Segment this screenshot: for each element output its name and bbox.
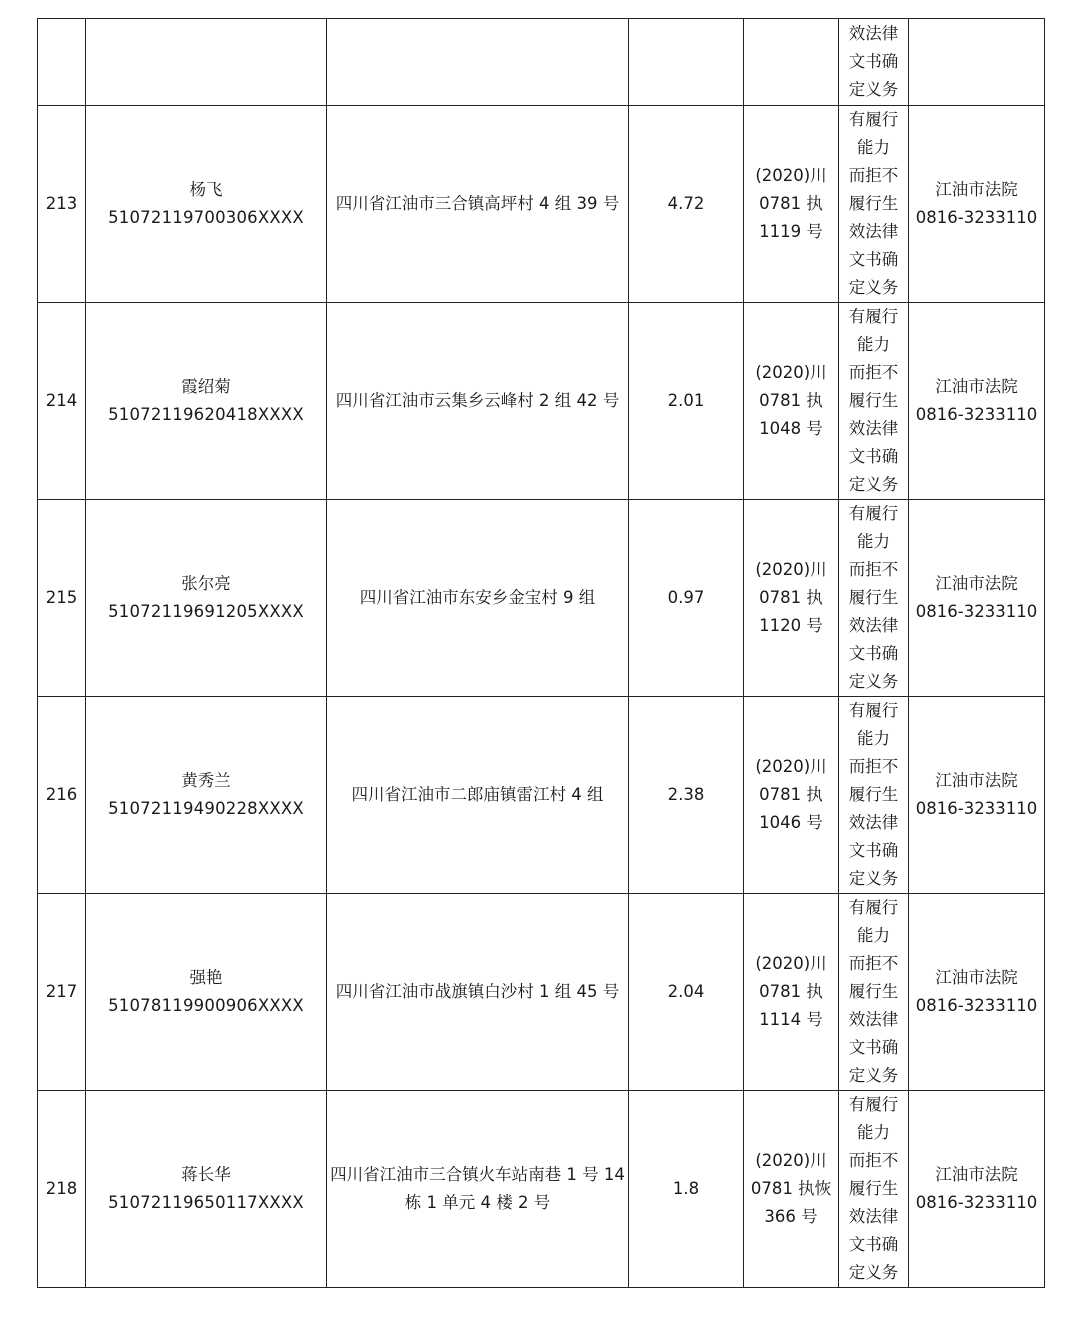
person-name: 霞绍菊 [181,377,231,396]
person-name: 杨飞 [189,180,223,199]
reason-cell [839,303,909,500]
reason-cell [839,19,909,106]
address-line: 四川省江油市云集乡云峰村 2 组 42 号 [335,391,620,410]
court-phone: 0816-3233110 [915,799,1038,818]
reason-line: 而拒不 [848,757,899,776]
case-number-cell [744,106,839,303]
reason-cell [839,1091,909,1288]
reason-line: 效法律 [848,1207,899,1226]
address-cell [327,1091,629,1288]
reason-line: 效法律 [848,419,899,438]
address-line: 四川省江油市二郎庙镇雷江村 4 组 [351,785,604,804]
case-number-line: (2020)川 [755,560,827,579]
reason-line: 能力 [857,926,890,945]
amount-cell: 2.04 [629,894,744,1091]
reason-line: 效法律 [848,24,899,43]
court-cell [909,697,1045,894]
reason-line: 定义务 [848,1066,899,1085]
court-phone: 0816-3233110 [915,405,1038,424]
amount-cell: 0.97 [629,500,744,697]
table-body [38,19,1045,1288]
case-number-line: (2020)川 [755,1151,827,1170]
address-cell [327,106,629,303]
case-number-line: (2020)川 [755,954,827,973]
name-id-cell [86,303,327,500]
reason-line: 履行生 [848,785,899,804]
case-number-cell [744,303,839,500]
id-number: 51072119691205XXXX [108,602,304,621]
reason-line: 履行生 [848,194,899,213]
reason-line: 有履行 [848,110,899,129]
case-number-line: (2020)川 [755,757,827,776]
case-number-line: 0781 执 [759,194,823,213]
address-cell [327,894,629,1091]
address-cell [327,19,629,106]
court-phone: 0816-3233110 [915,1193,1038,1212]
reason-line: 定义务 [848,1263,899,1282]
court-name: 江油市法院 [935,574,1018,593]
case-number-line: (2020)川 [755,363,827,382]
reason-line: 而拒不 [848,954,899,973]
amount-cell: 2.01 [629,303,744,500]
row-number: 213 [38,106,86,303]
case-number-line: 1046 号 [759,813,823,832]
name-id-cell [86,19,327,106]
person-name: 张尔亮 [181,574,231,593]
amount-cell: 2.38 [629,697,744,894]
name-id-cell [86,1091,327,1288]
debtor-table [37,18,1045,1288]
row-number: 217 [38,894,86,1091]
reason-line: 定义务 [848,475,899,494]
row-number: 216 [38,697,86,894]
reason-line: 文书确 [848,447,899,466]
table-row [38,303,1045,500]
table-row [38,106,1045,303]
court-name: 江油市法院 [935,180,1018,199]
case-number-line: 1114 号 [759,1010,823,1029]
id-number: 51072119490228XXXX [108,799,304,818]
court-cell [909,500,1045,697]
row-number: 218 [38,1091,86,1288]
case-number-line: 0781 执恢 [750,1179,832,1198]
reason-line: 文书确 [848,1235,899,1254]
row-number: 214 [38,303,86,500]
amount-cell [629,19,744,106]
address-line: 四川省江油市东安乡金宝村 9 组 [359,588,596,607]
case-number-line: (2020)川 [755,166,827,185]
reason-line: 而拒不 [848,166,899,185]
name-id-cell [86,106,327,303]
court-cell [909,894,1045,1091]
reason-line: 履行生 [848,982,899,1001]
court-name: 江油市法院 [935,377,1018,396]
address-line: 四川省江油市三合镇火车站南巷 1 号 14 [330,1165,625,1184]
reason-line: 能力 [857,532,890,551]
court-cell [909,303,1045,500]
person-name: 黄秀兰 [181,771,231,790]
case-number-line: 0781 执 [759,588,823,607]
reason-line: 效法律 [848,222,899,241]
reason-line: 有履行 [848,504,899,523]
court-cell [909,106,1045,303]
reason-cell [839,894,909,1091]
address-cell [327,303,629,500]
amount-cell: 4.72 [629,106,744,303]
table-row [38,19,1045,106]
row-number: 215 [38,500,86,697]
case-number-line: 1048 号 [759,419,823,438]
name-id-cell [86,697,327,894]
address-line: 四川省江油市三合镇高坪村 4 组 39 号 [335,194,620,213]
case-number-line: 1119 号 [759,222,823,241]
table-row [38,500,1045,697]
court-name: 江油市法院 [935,1165,1018,1184]
person-name: 强艳 [189,968,223,987]
id-number: 51072119650117XXXX [108,1193,304,1212]
reason-line: 文书确 [848,1038,899,1057]
reason-line: 文书确 [848,841,899,860]
court-phone: 0816-3233110 [915,602,1038,621]
reason-line: 能力 [857,1123,890,1142]
reason-line: 有履行 [848,307,899,326]
reason-cell [839,106,909,303]
case-number-cell [744,894,839,1091]
reason-line: 文书确 [848,52,899,71]
name-id-cell [86,894,327,1091]
case-number-line: 1120 号 [759,616,823,635]
reason-line: 而拒不 [848,560,899,579]
reason-line: 履行生 [848,391,899,410]
table-row [38,894,1045,1091]
address-cell [327,697,629,894]
amount-cell: 1.8 [629,1091,744,1288]
reason-line: 文书确 [848,250,899,269]
case-number-line: 0781 执 [759,391,823,410]
name-id-cell [86,500,327,697]
case-number-cell [744,1091,839,1288]
row-number [38,19,86,106]
reason-line: 效法律 [848,616,899,635]
reason-line: 能力 [857,335,890,354]
court-cell [909,19,1045,106]
case-number-line: 0781 执 [759,785,823,804]
reason-line: 能力 [857,138,890,157]
court-name: 江油市法院 [935,968,1018,987]
reason-line: 文书确 [848,644,899,663]
reason-line: 履行生 [848,1179,899,1198]
reason-line: 能力 [857,729,890,748]
reason-cell [839,697,909,894]
reason-line: 而拒不 [848,363,899,382]
reason-line: 有履行 [848,701,899,720]
case-number-line: 366 号 [764,1207,818,1226]
table-row [38,697,1045,894]
reason-line: 效法律 [848,1010,899,1029]
reason-line: 效法律 [848,813,899,832]
case-number-line: 0781 执 [759,982,823,1001]
address-cell [327,500,629,697]
reason-line: 而拒不 [848,1151,899,1170]
id-number: 51078119900906XXXX [108,996,304,1015]
reason-line: 定义务 [848,869,899,888]
court-phone: 0816-3233110 [915,208,1038,227]
reason-cell [839,500,909,697]
court-cell [909,1091,1045,1288]
address-line: 栋 1 单元 4 楼 2 号 [404,1193,551,1212]
id-number: 51072119700306XXXX [108,208,304,227]
address-line: 四川省江油市战旗镇白沙村 1 组 45 号 [335,982,620,1001]
id-number: 51072119620418XXXX [108,405,304,424]
reason-line: 定义务 [848,672,899,691]
table-row [38,1091,1045,1288]
court-phone: 0816-3233110 [915,996,1038,1015]
reason-line: 定义务 [848,80,899,99]
case-number-cell [744,697,839,894]
reason-line: 有履行 [848,1095,899,1114]
case-number-cell [744,500,839,697]
case-number-cell [744,19,839,106]
reason-line: 有履行 [848,898,899,917]
reason-line: 定义务 [848,278,899,297]
court-name: 江油市法院 [935,771,1018,790]
reason-line: 履行生 [848,588,899,607]
person-name: 蒋长华 [181,1165,231,1184]
